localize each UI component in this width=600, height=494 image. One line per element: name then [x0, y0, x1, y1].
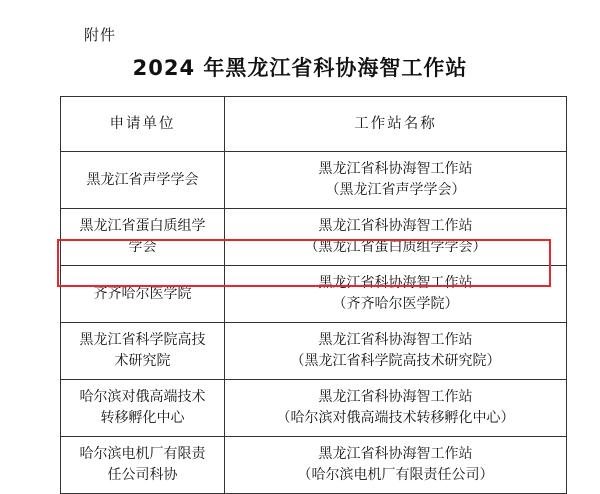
cell-station: [225, 323, 567, 380]
cell-station: [225, 152, 567, 209]
table-row: [61, 209, 567, 266]
haizhi-station-table: [60, 96, 567, 494]
cell-line: 黑龙江省科协海智工作站: [318, 218, 473, 234]
column-header-station: 工作站名称: [225, 97, 567, 152]
column-header-unit: 申请单位: [61, 97, 225, 152]
table-row: [61, 380, 567, 437]
cell-unit: [61, 266, 225, 323]
cell-station: [225, 209, 567, 266]
table-row: [61, 152, 567, 209]
cell-unit: [61, 152, 225, 209]
cell-line: （哈尔滨电机厂有限责任公司）: [297, 467, 494, 483]
cell-line: 黑龙江省科协海智工作站: [318, 389, 473, 405]
table-row-highlighted: [61, 266, 567, 323]
cell-line: 任公司科协: [107, 467, 178, 483]
table-container: [60, 96, 548, 494]
cell-line: （黑龙江省声学学会）: [325, 182, 466, 198]
cell-line: 黑龙江省声学学会: [86, 171, 199, 188]
cell-line: 黑龙江省科协海智工作站: [318, 446, 473, 462]
cell-unit: [61, 209, 225, 266]
cell-line: 转移孵化中心: [100, 410, 185, 426]
cell-line: （黑龙江省蛋白质组学学会）: [304, 239, 487, 255]
cell-line: 哈尔滨电机厂有限责: [79, 446, 206, 462]
table-row: [61, 437, 567, 494]
cell-unit: [61, 380, 225, 437]
cell-line: （齐齐哈尔医学院）: [332, 296, 459, 312]
table-header-row: [61, 97, 567, 152]
cell-unit: [61, 437, 225, 494]
attachment-label: 附件: [84, 26, 117, 44]
cell-line: 黑龙江省科学院高技: [79, 332, 206, 348]
cell-line: 黑龙江省科协海智工作站: [318, 161, 473, 177]
cell-line: 黑龙江省蛋白质组学: [79, 218, 206, 234]
page-title: 2024 年黑龙江省科协海智工作站: [132, 56, 468, 80]
cell-unit: [61, 323, 225, 380]
cell-station: [225, 437, 567, 494]
cell-line: 术研究院: [114, 353, 171, 369]
cell-station: [225, 266, 567, 323]
cell-station: [225, 380, 567, 437]
cell-line: （哈尔滨对俄高端技术转移孵化中心）: [276, 410, 515, 426]
cell-line: （黑龙江省科学院高技术研究院）: [290, 353, 501, 369]
cell-line: 哈尔滨对俄高端技术: [79, 389, 206, 405]
table-body: [61, 97, 567, 494]
cell-line: 齐齐哈尔医学院: [93, 285, 192, 302]
cell-line: 学会: [128, 239, 157, 255]
table-row: [61, 323, 567, 380]
cell-line: 黑龙江省科协海智工作站: [318, 332, 473, 348]
cell-line: 黑龙江省科协海智工作站: [318, 275, 473, 291]
